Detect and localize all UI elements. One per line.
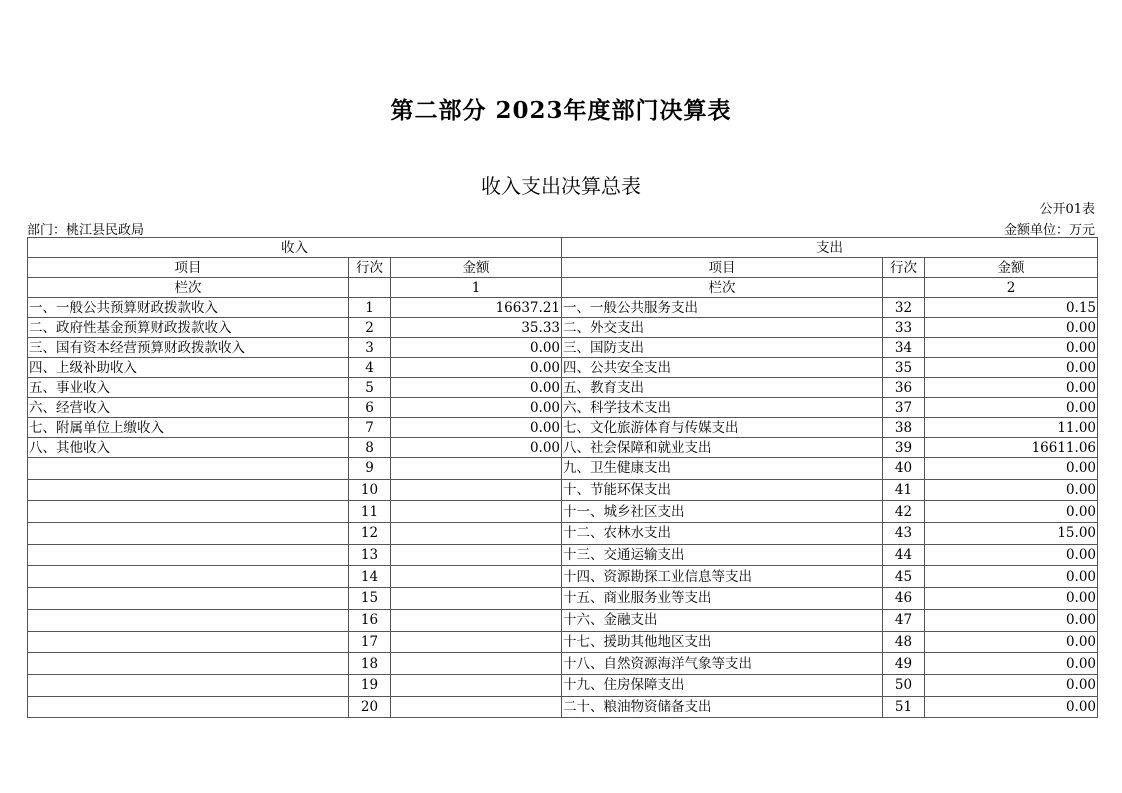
income-item-cell bbox=[28, 566, 349, 588]
table-title: 收入支出决算总表 bbox=[481, 174, 641, 198]
income-item-cell bbox=[28, 674, 349, 696]
income-line-header: 行次 bbox=[349, 258, 391, 278]
income-item-cell bbox=[28, 544, 349, 566]
income-line-cell: 10 bbox=[349, 479, 391, 501]
income-amount-cell: 35.33 bbox=[391, 318, 562, 338]
income-amount-cell: 0.00 bbox=[391, 398, 562, 418]
expense-line-cell: 38 bbox=[883, 418, 925, 438]
table-row bbox=[28, 653, 1098, 675]
expense-line-cell: 36 bbox=[883, 378, 925, 398]
expense-amount-cell: 0.00 bbox=[925, 358, 1098, 378]
income-column-label: 栏次 bbox=[28, 278, 349, 298]
income-line-cell: 11 bbox=[349, 501, 391, 523]
income-amount-cell bbox=[391, 631, 562, 653]
income-line-cell: 1 bbox=[349, 298, 391, 318]
table-row bbox=[28, 523, 1098, 545]
income-column-number: 1 bbox=[391, 278, 562, 298]
expense-amount-cell: 0.00 bbox=[925, 588, 1098, 610]
expense-amount-cell: 0.00 bbox=[925, 544, 1098, 566]
expense-amount-cell: 0.00 bbox=[925, 674, 1098, 696]
expense-item-cell: 十二、农林水支出 bbox=[562, 523, 883, 545]
expense-amount-header: 金额 bbox=[925, 258, 1098, 278]
income-line-cell: 5 bbox=[349, 378, 391, 398]
expense-amount-cell: 11.00 bbox=[925, 418, 1098, 438]
expense-section-header: 支出 bbox=[562, 238, 1098, 258]
income-item-cell bbox=[28, 501, 349, 523]
table-row bbox=[28, 501, 1098, 523]
expense-line-cell: 50 bbox=[883, 674, 925, 696]
income-item-cell: 四、上级补助收入 bbox=[28, 358, 349, 378]
income-line-cell: 7 bbox=[349, 418, 391, 438]
expense-line-cell: 33 bbox=[883, 318, 925, 338]
expense-line-cell: 45 bbox=[883, 566, 925, 588]
expense-line-cell: 43 bbox=[883, 523, 925, 545]
table-row bbox=[28, 398, 1098, 418]
expense-item-cell: 十七、援助其他地区支出 bbox=[562, 631, 883, 653]
income-item-cell: 六、经营收入 bbox=[28, 398, 349, 418]
income-item-cell bbox=[28, 696, 349, 718]
expense-item-cell: 二十、粮油物资储备支出 bbox=[562, 696, 883, 718]
table-row bbox=[28, 438, 1098, 458]
amount-unit-label: 金额单位：万元 bbox=[1003, 223, 1095, 238]
table-row bbox=[28, 418, 1098, 438]
expense-item-cell: 十、节能环保支出 bbox=[562, 479, 883, 501]
header-row-columns bbox=[28, 258, 1098, 278]
expense-line-header: 行次 bbox=[883, 258, 925, 278]
expense-item-cell: 九、卫生健康支出 bbox=[562, 458, 883, 480]
expense-line-cell: 41 bbox=[883, 479, 925, 501]
expense-item-header: 项目 bbox=[562, 258, 883, 278]
income-amount-cell bbox=[391, 458, 562, 480]
expense-amount-cell: 0.15 bbox=[925, 298, 1098, 318]
expense-line-cell: 39 bbox=[883, 438, 925, 458]
income-amount-cell: 0.00 bbox=[391, 358, 562, 378]
expense-amount-cell: 0.00 bbox=[925, 653, 1098, 675]
income-line-cell: 8 bbox=[349, 438, 391, 458]
income-amount-cell bbox=[391, 588, 562, 610]
table-row bbox=[28, 358, 1098, 378]
expense-item-cell: 五、教育支出 bbox=[562, 378, 883, 398]
income-item-cell bbox=[28, 631, 349, 653]
part-title: 第二部分 2023年度部门决算表 bbox=[390, 97, 732, 124]
department-label: 部门：桃江县民政局 bbox=[27, 223, 145, 238]
income-item-cell: 七、附属单位上缴收入 bbox=[28, 418, 349, 438]
expense-line-cell: 42 bbox=[883, 501, 925, 523]
expense-column-number: 2 bbox=[925, 278, 1098, 298]
expense-item-cell: 二、外交支出 bbox=[562, 318, 883, 338]
expense-item-cell: 三、国防支出 bbox=[562, 338, 883, 358]
expense-amount-cell: 0.00 bbox=[925, 458, 1098, 480]
table-row bbox=[28, 318, 1098, 338]
expense-item-cell: 四、公共安全支出 bbox=[562, 358, 883, 378]
header-row-column-numbers bbox=[28, 278, 1098, 298]
income-amount-cell bbox=[391, 674, 562, 696]
table-row bbox=[28, 544, 1098, 566]
income-amount-cell: 0.00 bbox=[391, 378, 562, 398]
expense-item-cell: 一、一般公共服务支出 bbox=[562, 298, 883, 318]
income-line-cell: 13 bbox=[349, 544, 391, 566]
income-item-cell bbox=[28, 458, 349, 480]
expense-amount-cell: 16611.06 bbox=[925, 438, 1098, 458]
income-item-cell bbox=[28, 523, 349, 545]
income-amount-cell bbox=[391, 566, 562, 588]
table-row bbox=[28, 588, 1098, 610]
expense-line-cell: 46 bbox=[883, 588, 925, 610]
expense-amount-cell: 0.00 bbox=[925, 398, 1098, 418]
expense-line-cell: 37 bbox=[883, 398, 925, 418]
expense-item-cell: 十九、住房保障支出 bbox=[562, 674, 883, 696]
income-column-blank bbox=[349, 278, 391, 298]
income-amount-header: 金额 bbox=[391, 258, 562, 278]
income-amount-cell: 0.00 bbox=[391, 338, 562, 358]
expense-column-label: 栏次 bbox=[562, 278, 883, 298]
expense-line-cell: 34 bbox=[883, 338, 925, 358]
table-row bbox=[28, 338, 1098, 358]
income-line-cell: 20 bbox=[349, 696, 391, 718]
expense-amount-cell: 0.00 bbox=[925, 318, 1098, 338]
income-line-cell: 16 bbox=[349, 609, 391, 631]
income-item-cell: 八、其他收入 bbox=[28, 438, 349, 458]
expense-line-cell: 44 bbox=[883, 544, 925, 566]
expense-item-cell: 十四、资源勘探工业信息等支出 bbox=[562, 566, 883, 588]
income-amount-cell bbox=[391, 544, 562, 566]
income-line-cell: 18 bbox=[349, 653, 391, 675]
expense-amount-cell: 15.00 bbox=[925, 523, 1098, 545]
expense-amount-cell: 0.00 bbox=[925, 501, 1098, 523]
expense-amount-cell: 0.00 bbox=[925, 566, 1098, 588]
expense-item-cell: 十五、商业服务业等支出 bbox=[562, 588, 883, 610]
table-row bbox=[28, 631, 1098, 653]
expense-line-cell: 49 bbox=[883, 653, 925, 675]
table-row bbox=[28, 696, 1098, 718]
expense-amount-cell: 0.00 bbox=[925, 631, 1098, 653]
table-row bbox=[28, 566, 1098, 588]
table-row bbox=[28, 674, 1098, 696]
income-expense-table bbox=[27, 237, 1098, 718]
income-item-cell: 二、政府性基金预算财政拨款收入 bbox=[28, 318, 349, 338]
expense-amount-cell: 0.00 bbox=[925, 338, 1098, 358]
income-item-cell bbox=[28, 609, 349, 631]
income-line-cell: 12 bbox=[349, 523, 391, 545]
income-amount-cell bbox=[391, 609, 562, 631]
income-amount-cell bbox=[391, 653, 562, 675]
income-amount-cell: 16637.21 bbox=[391, 298, 562, 318]
income-amount-cell: 0.00 bbox=[391, 418, 562, 438]
income-item-cell: 五、事业收入 bbox=[28, 378, 349, 398]
expense-line-cell: 47 bbox=[883, 609, 925, 631]
income-amount-cell bbox=[391, 523, 562, 545]
expense-item-cell: 十八、自然资源海洋气象等支出 bbox=[562, 653, 883, 675]
expense-column-blank bbox=[883, 278, 925, 298]
income-amount-cell bbox=[391, 696, 562, 718]
income-line-cell: 9 bbox=[349, 458, 391, 480]
income-amount-cell bbox=[391, 501, 562, 523]
expense-line-cell: 32 bbox=[883, 298, 925, 318]
income-item-cell: 三、国有资本经营预算财政拨款收入 bbox=[28, 338, 349, 358]
table-row bbox=[28, 479, 1098, 501]
income-amount-cell bbox=[391, 479, 562, 501]
expense-line-cell: 40 bbox=[883, 458, 925, 480]
expense-item-cell: 六、科学技术支出 bbox=[562, 398, 883, 418]
income-line-cell: 17 bbox=[349, 631, 391, 653]
income-item-cell bbox=[28, 479, 349, 501]
expense-line-cell: 48 bbox=[883, 631, 925, 653]
income-item-cell bbox=[28, 588, 349, 610]
expense-line-cell: 51 bbox=[883, 696, 925, 718]
income-line-cell: 2 bbox=[349, 318, 391, 338]
income-item-cell: 一、一般公共预算财政拨款收入 bbox=[28, 298, 349, 318]
table-row bbox=[28, 609, 1098, 631]
income-line-cell: 15 bbox=[349, 588, 391, 610]
expense-amount-cell: 0.00 bbox=[925, 609, 1098, 631]
income-item-header: 项目 bbox=[28, 258, 349, 278]
expense-item-cell: 十一、城乡社区支出 bbox=[562, 501, 883, 523]
income-line-cell: 14 bbox=[349, 566, 391, 588]
expense-amount-cell: 0.00 bbox=[925, 479, 1098, 501]
income-line-cell: 19 bbox=[349, 674, 391, 696]
income-amount-cell: 0.00 bbox=[391, 438, 562, 458]
table-row bbox=[28, 298, 1098, 318]
income-section-header: 收入 bbox=[28, 238, 562, 258]
expense-item-cell: 七、文化旅游体育与传媒支出 bbox=[562, 418, 883, 438]
header-row-sections bbox=[28, 238, 1098, 258]
form-code: 公开01表 bbox=[1039, 202, 1095, 217]
expense-item-cell: 十三、交通运输支出 bbox=[562, 544, 883, 566]
table-row bbox=[28, 378, 1098, 398]
expense-item-cell: 八、社会保障和就业支出 bbox=[562, 438, 883, 458]
income-line-cell: 4 bbox=[349, 358, 391, 378]
income-line-cell: 6 bbox=[349, 398, 391, 418]
expense-amount-cell: 0.00 bbox=[925, 696, 1098, 718]
expense-line-cell: 35 bbox=[883, 358, 925, 378]
expense-item-cell: 十六、金融支出 bbox=[562, 609, 883, 631]
income-line-cell: 3 bbox=[349, 338, 391, 358]
table-row bbox=[28, 458, 1098, 480]
income-item-cell bbox=[28, 653, 349, 675]
expense-amount-cell: 0.00 bbox=[925, 378, 1098, 398]
